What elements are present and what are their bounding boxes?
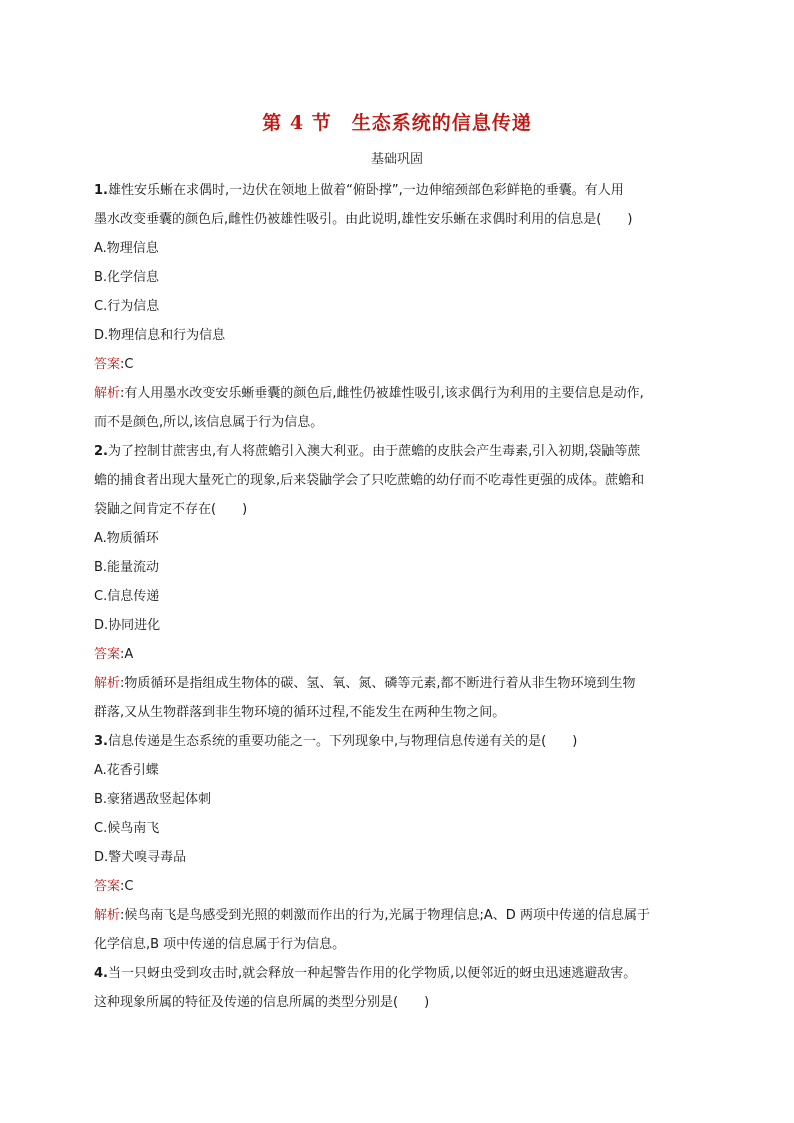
question-1 (94, 176, 704, 437)
question-number: 2. (94, 444, 108, 459)
answer-line: 答案:C (94, 357, 134, 372)
option-b: B.豪猪遇敌竖起体刺 (94, 792, 212, 807)
answer-label: 答案 (94, 647, 121, 662)
answer-line: 答案:C (94, 879, 134, 894)
option-d: D.协同进化 (94, 618, 161, 633)
answer-label: 答案 (94, 879, 121, 894)
question-stem-line: 蟾的捕食者出现大量死亡的现象,后来袋鼬学会了只吃蔗蟾的幼仔而不吃毒性更强的成体。蔗蟾和 (94, 473, 645, 488)
option-a: A.物质循环 (94, 531, 159, 546)
question-2 (94, 437, 704, 727)
option-b: B.化学信息 (94, 270, 160, 285)
analysis-label: 解析 (94, 386, 121, 401)
question-number: 1. (94, 183, 108, 198)
question-list (94, 176, 704, 1017)
option-c: C.候鸟南飞 (94, 821, 160, 836)
question-stem-line: 袋鼬之间肯定不存在( ) (94, 502, 248, 517)
answer-line: 答案:A (94, 647, 134, 662)
option-a: A.物理信息 (94, 241, 159, 256)
analysis-label: 解析 (94, 676, 121, 691)
analysis-line: 解析:有人用墨水改变安乐蜥垂囊的颜色后,雌性仍被雄性吸引,该求偶行为利用的主要信息是动作, (94, 386, 644, 401)
section-subtitle: 基础巩固 (370, 152, 423, 167)
question-stem-line: 墨水改变垂囊的颜色后,雌性仍被雄性吸引。由此说明,雄性安乐蜥在求偶时利用的信息是( ) (94, 212, 633, 227)
analysis-line: 群落,又从生物群落到非生物环境的循环过程,不能发生在两种生物之间。 (94, 705, 506, 720)
question-stem-line: 4.当一只蚜虫受到攻击时,就会释放一种起警告作用的化学物质,以便邻近的蚜虫迅速逃避敌害。 (94, 966, 637, 981)
option-c: C.行为信息 (94, 299, 160, 314)
question-3 (94, 727, 704, 959)
analysis-line: 化学信息,B 项中传递的信息属于行为信息。 (94, 937, 346, 952)
question-stem-line: 这种现象所属的特征及传递的信息所属的类型分别是( ) (94, 995, 430, 1010)
option-c: C.信息传递 (94, 589, 160, 604)
question-stem-line: 2.为了控制甘蔗害虫,有人将蔗蟾引入澳大利亚。由于蔗蟾的皮肤会产生毒素,引入初期,袋鼬等蔗 (94, 444, 641, 459)
question-number: 3. (94, 734, 108, 749)
question-number: 4. (94, 966, 108, 981)
page-title: 第 4 节 生态系统的信息传递 (262, 112, 532, 134)
question-stem-line: 1.雄性安乐蜥在求偶时,一边伏在领地上做着“俯卧撑”,一边伸缩颈部色彩鲜艳的垂囊。有人用 (94, 183, 624, 198)
option-b: B.能量流动 (94, 560, 160, 575)
analysis-line: 解析:候鸟南飞是鸟感受到光照的刺激而作出的行为,光属于物理信息;A、D 两项中传递的信息属于 (94, 908, 650, 923)
analysis-line: 解析:物质循环是指组成生物体的碳、氢、氧、氮、磷等元素,都不断进行着从非生物环境到生物 (94, 676, 636, 691)
answer-label: 答案 (94, 357, 121, 372)
question-stem-line: 3.信息传递是生态系统的重要功能之一。下列现象中,与物理信息传递有关的是( ) (94, 734, 578, 749)
analysis-label: 解析 (94, 908, 121, 923)
option-a: A.花香引蝶 (94, 763, 159, 778)
question-4 (94, 959, 704, 1017)
option-d: D.物理信息和行为信息 (94, 328, 226, 343)
option-d: D.警犬嗅寻毒品 (94, 850, 187, 865)
analysis-line: 而不是颜色,所以,该信息属于行为信息。 (94, 415, 324, 430)
